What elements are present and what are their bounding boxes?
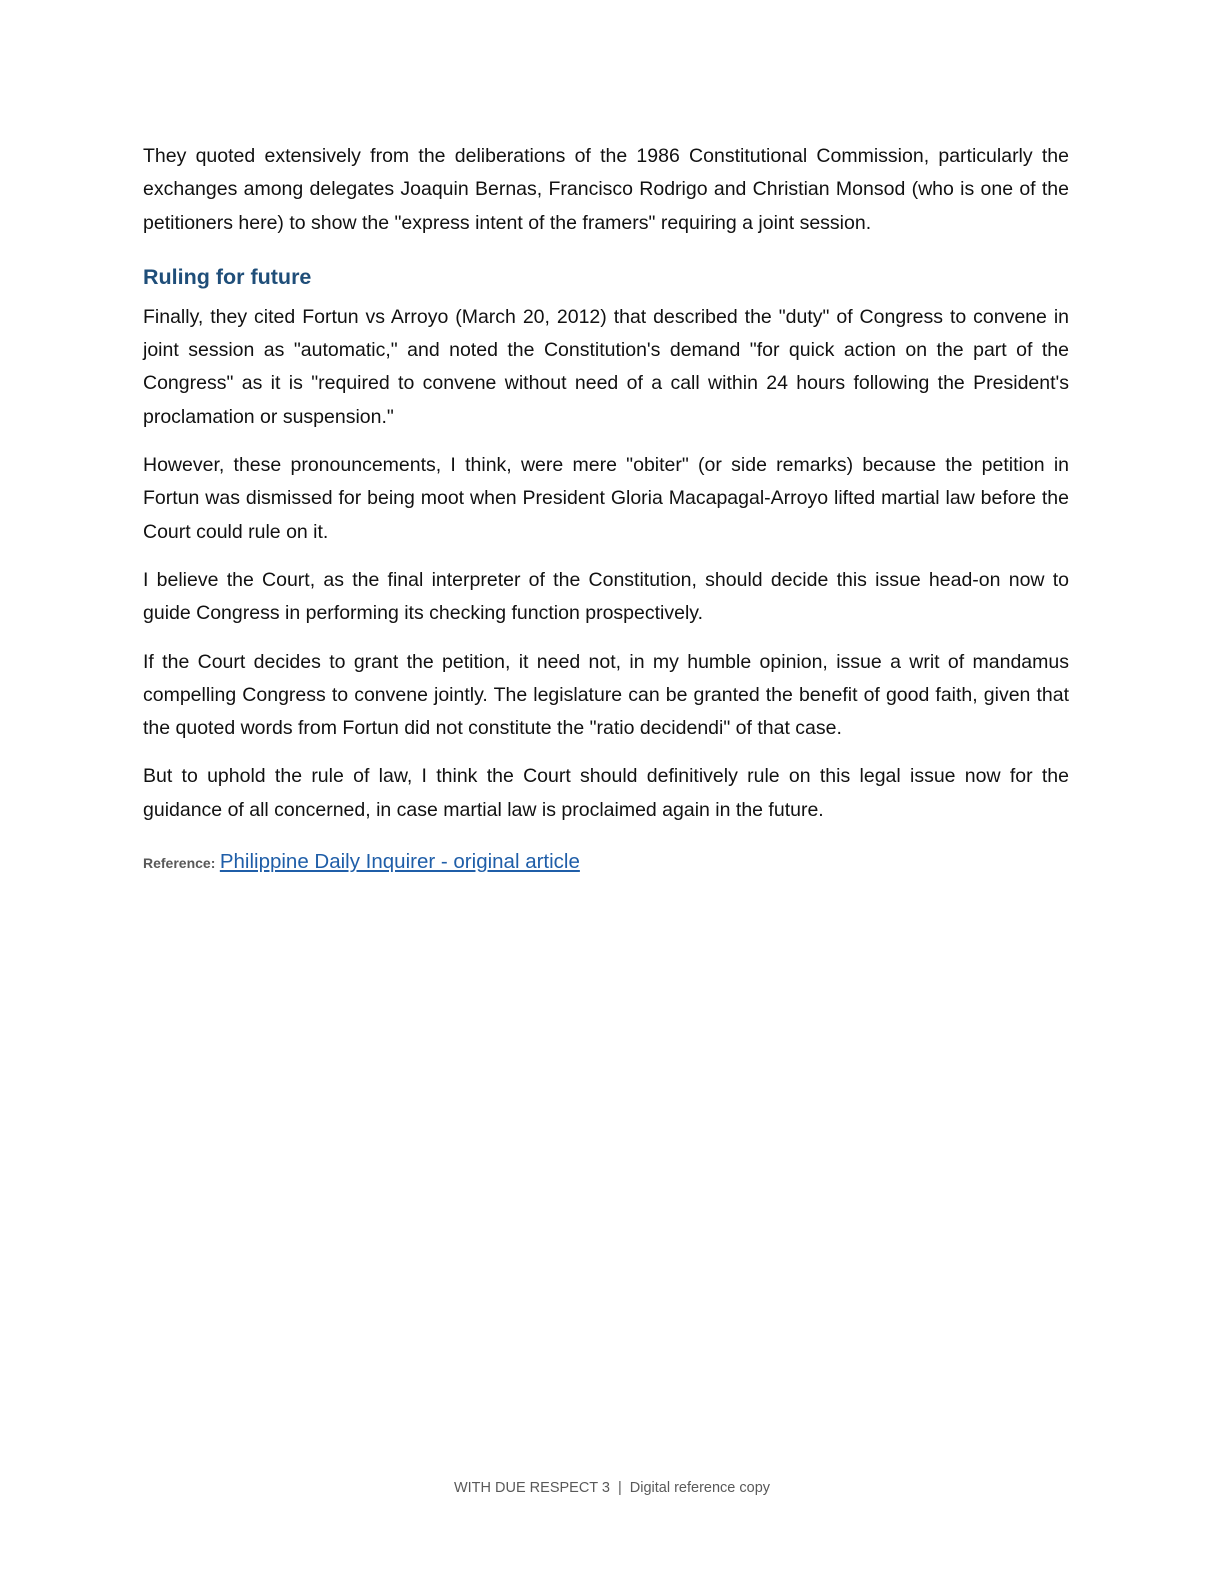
- page-footer: [0, 1478, 1224, 1498]
- reference-label: Reference:: [143, 855, 216, 872]
- section-heading: Ruling for future: [143, 264, 312, 289]
- body-paragraph-mandamus: If the Court decides to grant the petition, it need not, in my humble opinion, issue a writ of mandamus compelling Congress to convene jointly. The legislature can be granted the benefit of good faith, given that the quoted words from Fortun did not constitute the "ratio decidendi" of that case.: [143, 650, 1069, 740]
- footer-note: Digital reference copy: [629, 1480, 771, 1496]
- body-paragraph-final-interpreter: I believe the Court, as the final interpreter of the Constitution, should decide this issue head-on now to guide Congress in performing its checking function prospectively.: [143, 568, 1069, 625]
- document-page: [143, 140, 1069, 879]
- body-paragraph-fortun-citation: Finally, they cited Fortun vs Arroyo (March 20, 2012) that described the "duty" of Congress to convene in joint session as "automatic," and noted the Constitution's demand "for quick action on the part of the Congress" as it is "required to convene without need of a call within 24 hours following the President's proclamation or suspension.": [143, 305, 1069, 428]
- footer-title: WITH DUE RESPECT 3: [453, 1480, 610, 1496]
- reference-link[interactable]: Philippine Daily Inquirer - original article: [219, 850, 580, 874]
- body-paragraph-intro: They quoted extensively from the deliberations of the 1986 Constitutional Commission, particularly the exchanges among delegates Joaquin Bernas, Francisco Rodrigo and Christian Monsod (who is one of the petitioners here) to show the "express intent of the framers" requiring a joint session.: [143, 145, 1069, 234]
- footer-separator: |: [618, 1480, 622, 1496]
- reference-line: [143, 847, 1069, 879]
- body-paragraph-obiter: However, these pronouncements, I think, were mere "obiter" (or side remarks) because the petition in Fortun was dismissed for being moot when President Gloria Macapagal-Arroyo lifted martial law before the Court could rule on it.: [143, 454, 1069, 543]
- body-paragraph-rule-of-law: But to uphold the rule of law, I think the Court should definitively rule on this legal issue now for the guidance of all concerned, in case martial law is proclaimed again in the future.: [143, 765, 1069, 821]
